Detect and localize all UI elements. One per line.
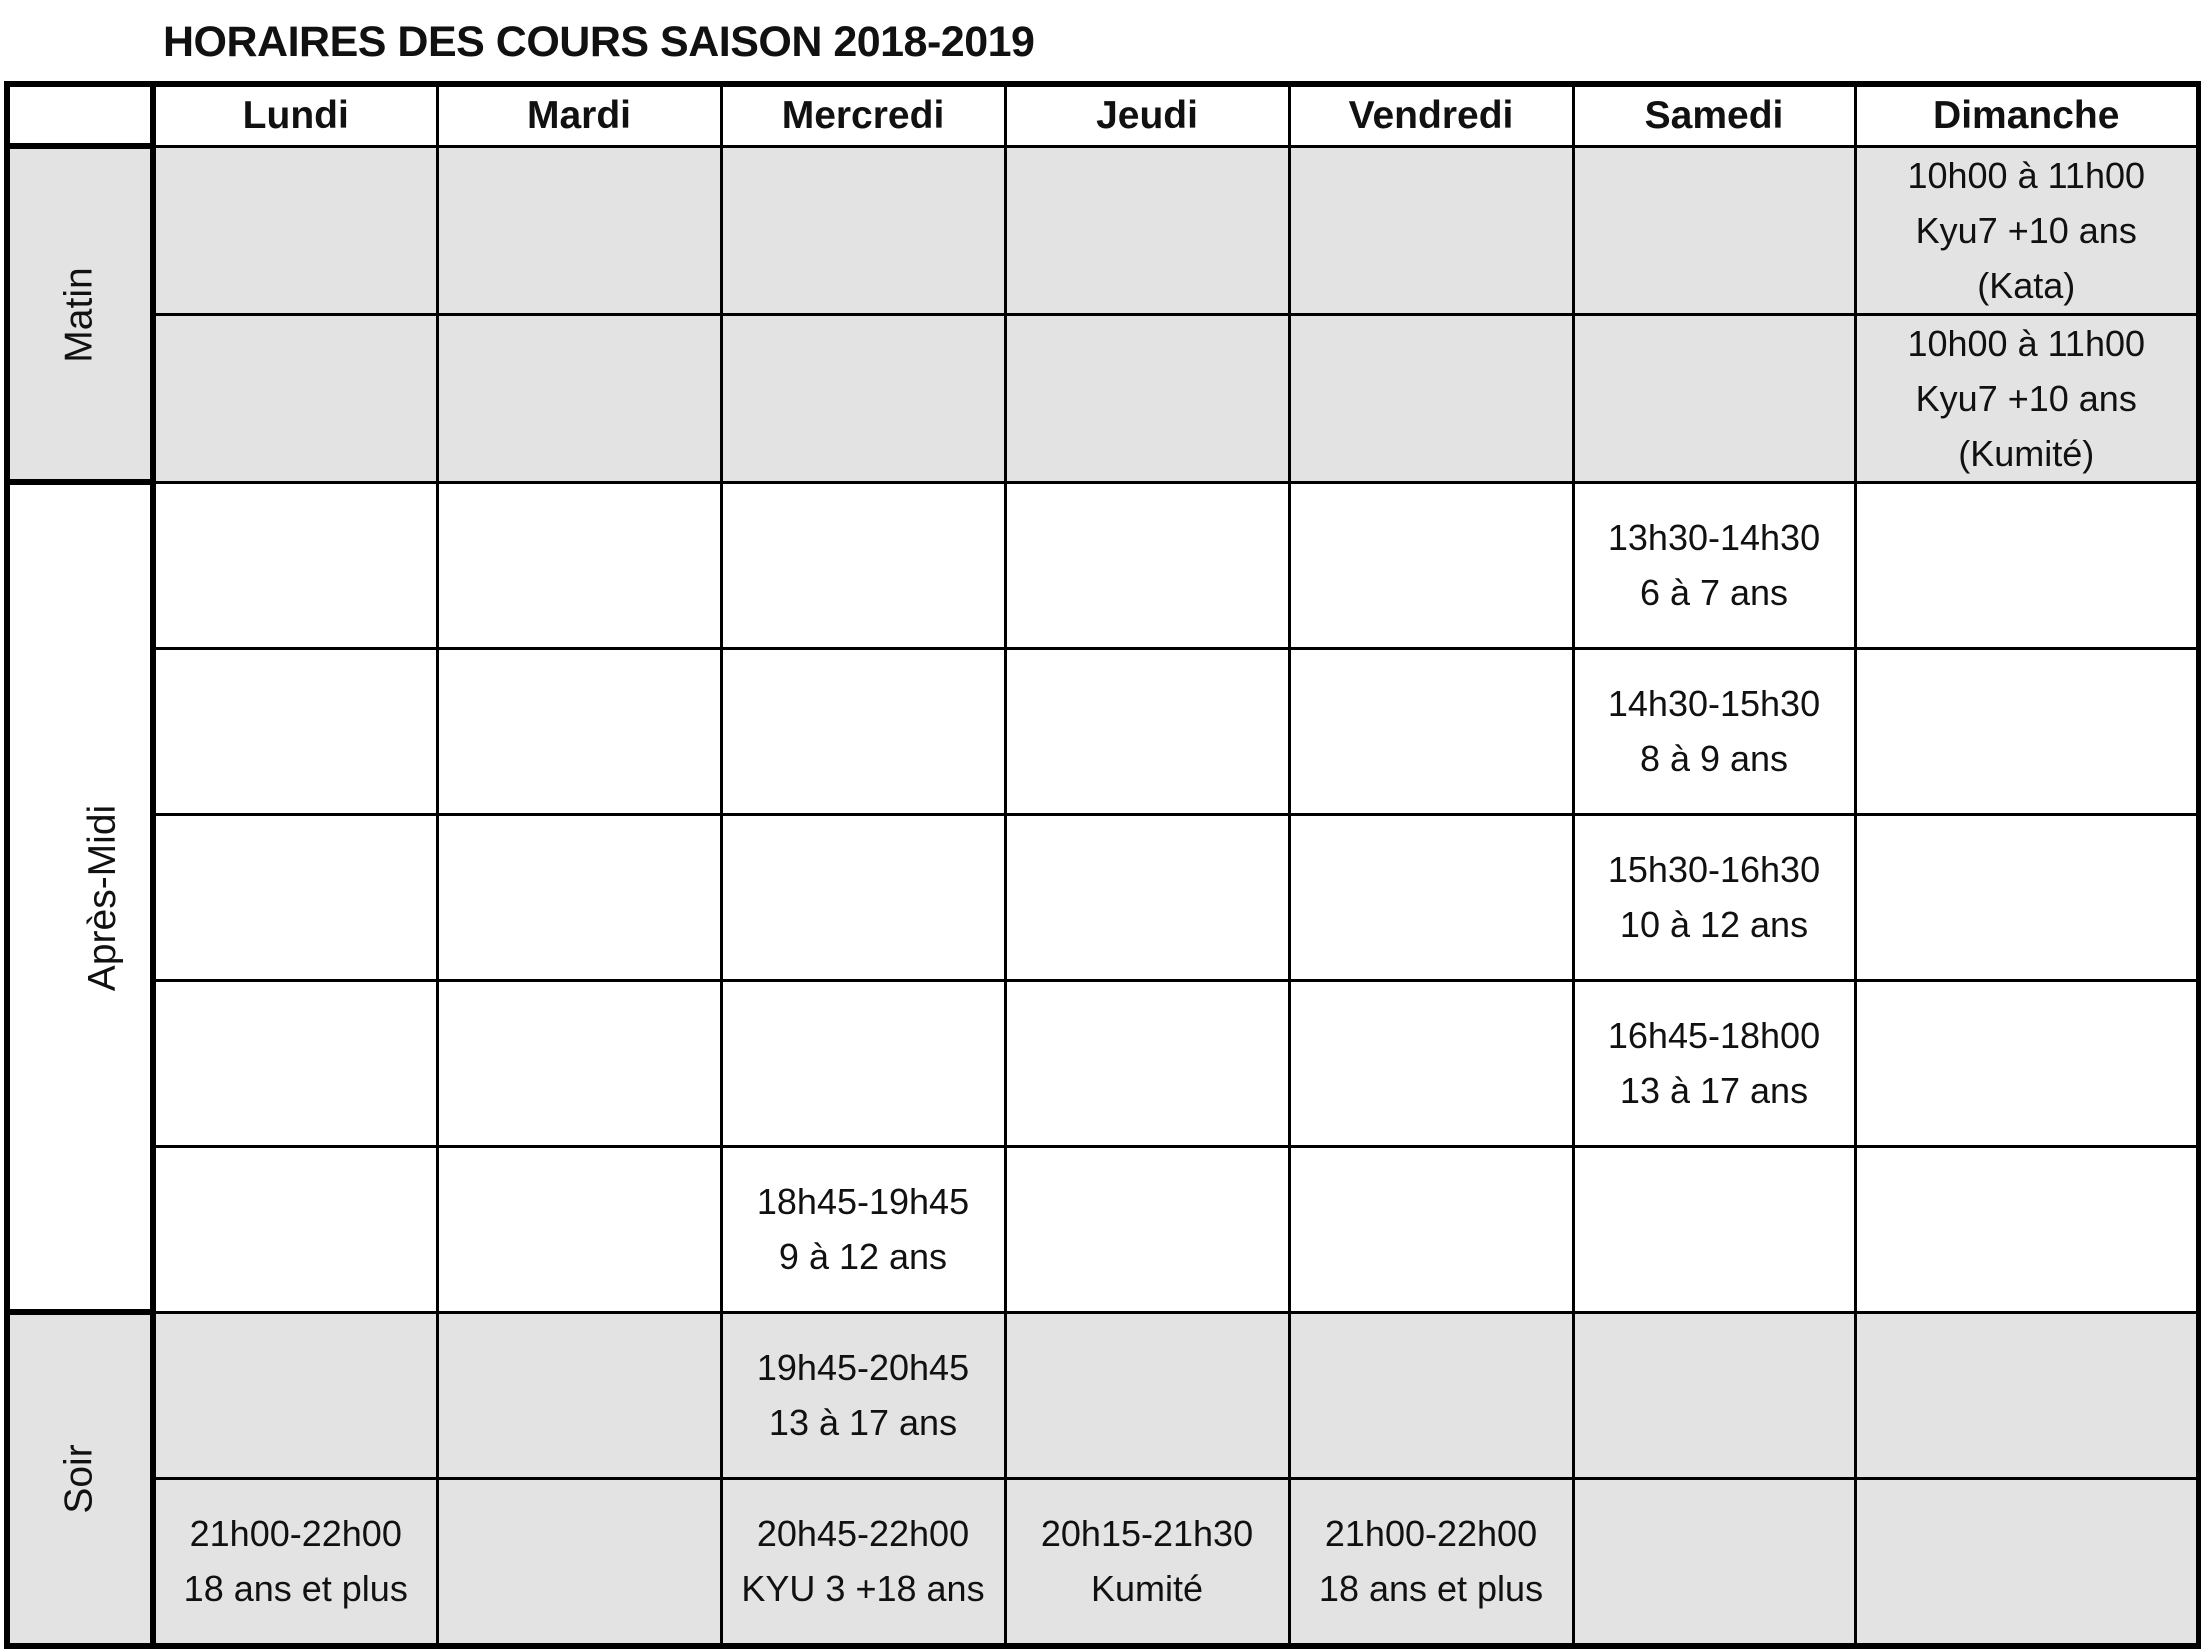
cell-apres3-lundi	[153, 814, 437, 980]
cell-apres5-dimanche	[1855, 1146, 2199, 1312]
cell-matin2-mercredi	[721, 314, 1005, 482]
cell-matin2-mardi	[437, 314, 721, 482]
cell-apres2-mardi	[437, 648, 721, 814]
cell-apres2-samedi	[1573, 648, 1855, 814]
period-soir	[7, 1312, 153, 1646]
cell-apres2-dimanche	[1855, 648, 2199, 814]
cell-apres1-mercredi	[721, 482, 1005, 648]
period-label-apres-midi: Après-Midi	[81, 804, 125, 991]
header-dimanche: Dimanche	[1855, 84, 2199, 146]
cell-apres4-dimanche	[1855, 980, 2199, 1146]
cell-apres5-vendredi	[1289, 1146, 1573, 1312]
table-row	[7, 980, 2199, 1146]
cell-apres4-jeudi	[1005, 980, 1289, 1146]
header-samedi: Samedi	[1573, 84, 1855, 146]
header-mercredi: Mercredi	[721, 84, 1005, 146]
class-slot: 10h00 à 11h00 Kyu7 +10 ans (Kumité)	[1907, 322, 2146, 474]
cell-apres2-vendredi	[1289, 648, 1573, 814]
cell-apres3-jeudi	[1005, 814, 1289, 980]
cell-soir1-vendredi	[1289, 1312, 1573, 1478]
cell-apres4-vendredi	[1289, 980, 1573, 1146]
cell-matin1-vendredi	[1289, 146, 1573, 314]
cell-apres1-vendredi	[1289, 482, 1573, 648]
cell-apres1-jeudi	[1005, 482, 1289, 648]
class-slot: 20h45-22h00 KYU 3 +18 ans	[741, 1513, 985, 1609]
cell-matin1-jeudi	[1005, 146, 1289, 314]
cell-apres5-lundi	[153, 1146, 437, 1312]
cell-apres5-jeudi	[1005, 1146, 1289, 1312]
cell-soir2-vendredi	[1289, 1478, 1573, 1646]
table-row	[7, 314, 2199, 482]
table-row	[7, 146, 2199, 314]
cell-matin1-lundi	[153, 146, 437, 314]
cell-soir2-mercredi	[721, 1478, 1005, 1646]
cell-apres3-mercredi	[721, 814, 1005, 980]
cell-soir2-lundi	[153, 1478, 437, 1646]
cell-matin2-lundi	[153, 314, 437, 482]
class-slot: 15h30-16h30 10 à 12 ans	[1607, 849, 1821, 945]
page-title: HORAIRES DES COURS SAISON 2018-2019	[163, 18, 1035, 66]
cell-soir1-samedi	[1573, 1312, 1855, 1478]
table-row	[7, 648, 2199, 814]
class-slot: 13h30-14h30 6 à 7 ans	[1607, 517, 1821, 613]
table-row	[7, 814, 2199, 980]
cell-soir2-mardi	[437, 1478, 721, 1646]
table-row	[7, 1146, 2199, 1312]
table-row	[7, 482, 2199, 648]
cell-apres3-vendredi	[1289, 814, 1573, 980]
class-slot: 10h00 à 11h00 Kyu7 +10 ans (Kata)	[1907, 154, 2146, 306]
schedule-table	[4, 81, 2201, 1649]
cell-apres2-lundi	[153, 648, 437, 814]
cell-apres2-jeudi	[1005, 648, 1289, 814]
cell-soir2-samedi	[1573, 1478, 1855, 1646]
cell-apres3-mardi	[437, 814, 721, 980]
cell-matin2-samedi	[1573, 314, 1855, 482]
cell-apres2-mercredi	[721, 648, 1005, 814]
cell-apres4-mardi	[437, 980, 721, 1146]
table-row	[7, 1312, 2199, 1478]
cell-soir1-mardi	[437, 1312, 721, 1478]
header-mardi: Mardi	[437, 84, 721, 146]
class-slot: 16h45-18h00 13 à 17 ans	[1607, 1015, 1821, 1111]
corner-cell	[7, 84, 153, 146]
period-matin	[7, 146, 153, 482]
class-slot: 14h30-15h30 8 à 9 ans	[1607, 683, 1821, 779]
cell-matin2-jeudi	[1005, 314, 1289, 482]
cell-apres3-dimanche	[1855, 814, 2199, 980]
cell-soir1-lundi	[153, 1312, 437, 1478]
class-slot: 20h15-21h30 Kumité	[1040, 1513, 1254, 1609]
table-row	[7, 1478, 2199, 1646]
cell-matin2-dimanche	[1855, 314, 2199, 482]
cell-apres4-samedi	[1573, 980, 1855, 1146]
cell-apres1-mardi	[437, 482, 721, 648]
cell-matin1-mardi	[437, 146, 721, 314]
cell-soir1-jeudi	[1005, 1312, 1289, 1478]
header-jeudi: Jeudi	[1005, 84, 1289, 146]
cell-apres5-samedi	[1573, 1146, 1855, 1312]
cell-matin2-vendredi	[1289, 314, 1573, 482]
cell-soir2-dimanche	[1855, 1478, 2199, 1646]
cell-apres5-mercredi	[721, 1146, 1005, 1312]
cell-apres1-dimanche	[1855, 482, 2199, 648]
cell-matin1-mercredi	[721, 146, 1005, 314]
class-slot: 18h45-19h45 9 à 12 ans	[756, 1181, 970, 1277]
cell-apres1-samedi	[1573, 482, 1855, 648]
cell-soir1-mercredi	[721, 1312, 1005, 1478]
cell-soir2-jeudi	[1005, 1478, 1289, 1646]
header-vendredi: Vendredi	[1289, 84, 1573, 146]
period-label-matin: Matin	[58, 266, 101, 363]
class-slot: 21h00-22h00 18 ans et plus	[1318, 1513, 1544, 1609]
period-apres-midi	[7, 482, 153, 1312]
cell-apres4-lundi	[153, 980, 437, 1146]
cell-soir1-dimanche	[1855, 1312, 2199, 1478]
class-slot: 19h45-20h45 13 à 17 ans	[756, 1347, 970, 1443]
class-slot: 21h00-22h00 18 ans et plus	[183, 1513, 408, 1609]
header-lundi: Lundi	[153, 84, 437, 146]
cell-apres1-lundi	[153, 482, 437, 648]
cell-matin1-dimanche	[1855, 146, 2199, 314]
cell-apres3-samedi	[1573, 814, 1855, 980]
cell-apres4-mercredi	[721, 980, 1005, 1146]
cell-apres5-mardi	[437, 1146, 721, 1312]
header-row	[7, 84, 2199, 146]
cell-matin1-samedi	[1573, 146, 1855, 314]
period-label-soir: Soir	[57, 1444, 101, 1514]
